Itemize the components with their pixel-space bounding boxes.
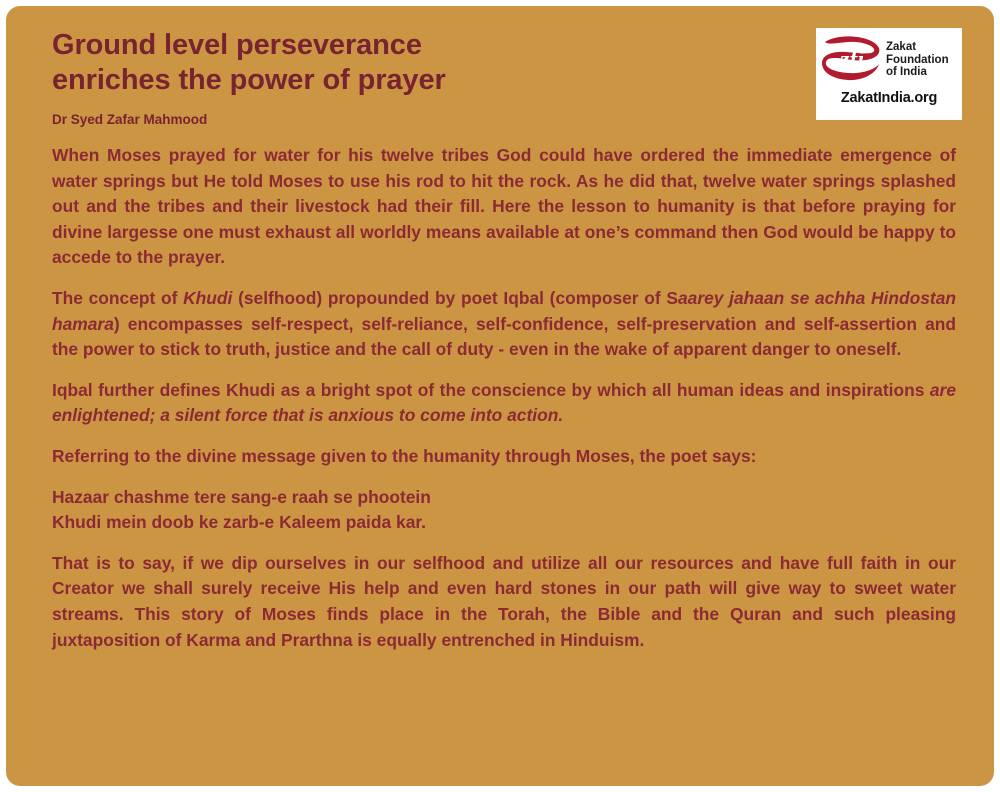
paragraph-1-run-1: When Moses prayed for water for his twelve tribes God could have ordered the immediate emergence of water springs but He told Moses to use his rod to hit the rock. As he did that, twelve water springs splashed out and the tribes and their livestock had their fill. Here the lesson to humanity is that before praying for divine largesse one must exhaust all worldly means available at one’s command then God would be happy to accede to the prayer. xyxy=(52,145,956,268)
paragraph-2-run-3: (selfhood) propounded by poet Iqbal (composer of S xyxy=(232,287,678,308)
logo-wordmark xyxy=(884,41,949,79)
zfi-logo-icon xyxy=(822,34,884,86)
article-body xyxy=(50,143,956,653)
logo-top-row xyxy=(822,32,956,88)
logo-word-line-3: of India xyxy=(886,66,927,79)
logo-word-line-1: Zakat xyxy=(886,41,917,54)
zakat-foundation-logo[interactable] xyxy=(816,28,962,120)
page-title xyxy=(50,28,772,98)
paragraph-2 xyxy=(52,286,956,363)
paragraph-3 xyxy=(52,378,956,429)
paragraph-3-run-1: Iqbal further defines Khudi as a bright spot of the conscience by which all human ideas and inspirations xyxy=(52,379,930,400)
paragraph-2-run-5: ) encompasses self-respect, self-reliance, self-confidence, self-preservation and self-assertion and the power to stick to truth, justice and the call of duty - even in the wake of apparent danger to oneself. xyxy=(52,313,956,360)
logo-word-line-2: Foundation xyxy=(886,53,949,66)
couplet-line-2: Khudi mein doob ke zarb-e Kaleem paida kar. xyxy=(52,512,427,533)
page-title-line-2: enriches the power of prayer xyxy=(52,64,446,96)
article-card xyxy=(6,6,994,786)
paragraph-6 xyxy=(52,551,956,653)
svg-text:zfi: zfi xyxy=(840,47,864,73)
paragraph-3-run-2-italic: are enlightened; a silent force that is anxious to come into action. xyxy=(52,379,956,426)
couplet-line-1: Hazaar chashme tere sang-e raah se phootein xyxy=(52,486,431,507)
paragraph-6-run-1: That is to say, if we dip ourselves in our selfhood and utilize all our resources and have full faith in our Creator we shall surely receive His help and even hard stones in our path will give way to sweet water streams. This story of Moses finds place in the Torah, the Bible and the Quran and such pleasing juxtaposition of Karma and Prarthna is equally entrenched in Hinduism. xyxy=(52,552,956,650)
paragraph-4 xyxy=(52,444,956,470)
paragraph-4-run-1: Referring to the divine message given to the humanity through Moses, the poet says: xyxy=(52,445,757,466)
author-byline: Dr Syed Zafar Mahmood xyxy=(52,112,208,127)
page-title-line-1: Ground level perseverance xyxy=(52,29,422,61)
paragraph-2-run-1: The concept of xyxy=(52,287,184,308)
paragraph-2-run-4-italic: aarey jahaan se achha Hindostan hamara xyxy=(52,287,956,334)
logo-website-url[interactable]: ZakatIndia.org xyxy=(840,90,938,106)
poem-couplet xyxy=(52,485,956,536)
paragraph-2-run-2-italic: Khudi xyxy=(183,287,233,308)
paragraph-1 xyxy=(52,143,956,271)
